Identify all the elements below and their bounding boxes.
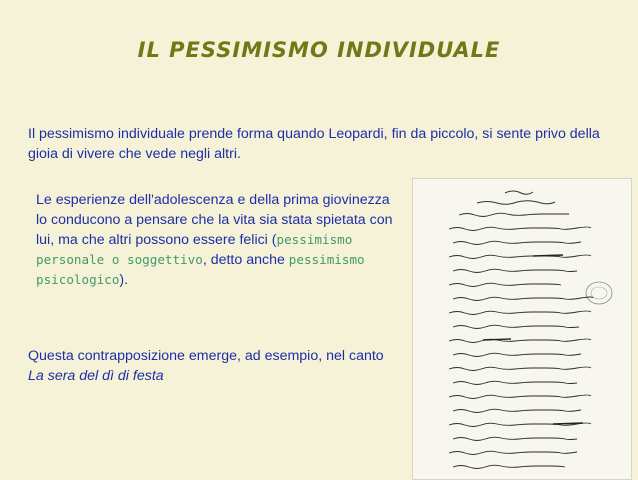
example-text: Questa contrapposizione emerge, ad esempio, nel canto bbox=[28, 348, 384, 364]
paragraph-text-1: Le esperienze dell'adolescenza e della prima giovinezza lo conducono a pensare che la vita sia stata spietata con lui, ma che altri possono essere felici ( bbox=[36, 192, 393, 248]
slide-title: IL PESSIMISMO INDIVIDUALE bbox=[137, 38, 501, 62]
intro-paragraph: Il pessimismo individuale prende forma quando Leopardi, fin da piccolo, si sente privo della gioia di vivere che vede negli altri. bbox=[28, 126, 600, 162]
adolescence-paragraph bbox=[36, 190, 396, 290]
paragraph-text-2: , detto anche bbox=[202, 252, 289, 268]
example-paragraph bbox=[28, 346, 398, 386]
term-pessimismo-psicologico: pessimismo psicologico bbox=[36, 252, 365, 287]
paragraph-text-3: ). bbox=[119, 272, 129, 288]
manuscript-handwriting bbox=[413, 179, 631, 479]
manuscript-image bbox=[412, 178, 632, 480]
poem-title: La sera del dì di festa bbox=[28, 368, 164, 384]
term-pessimismo-personale: pessimismo personale o soggettivo bbox=[36, 232, 353, 267]
